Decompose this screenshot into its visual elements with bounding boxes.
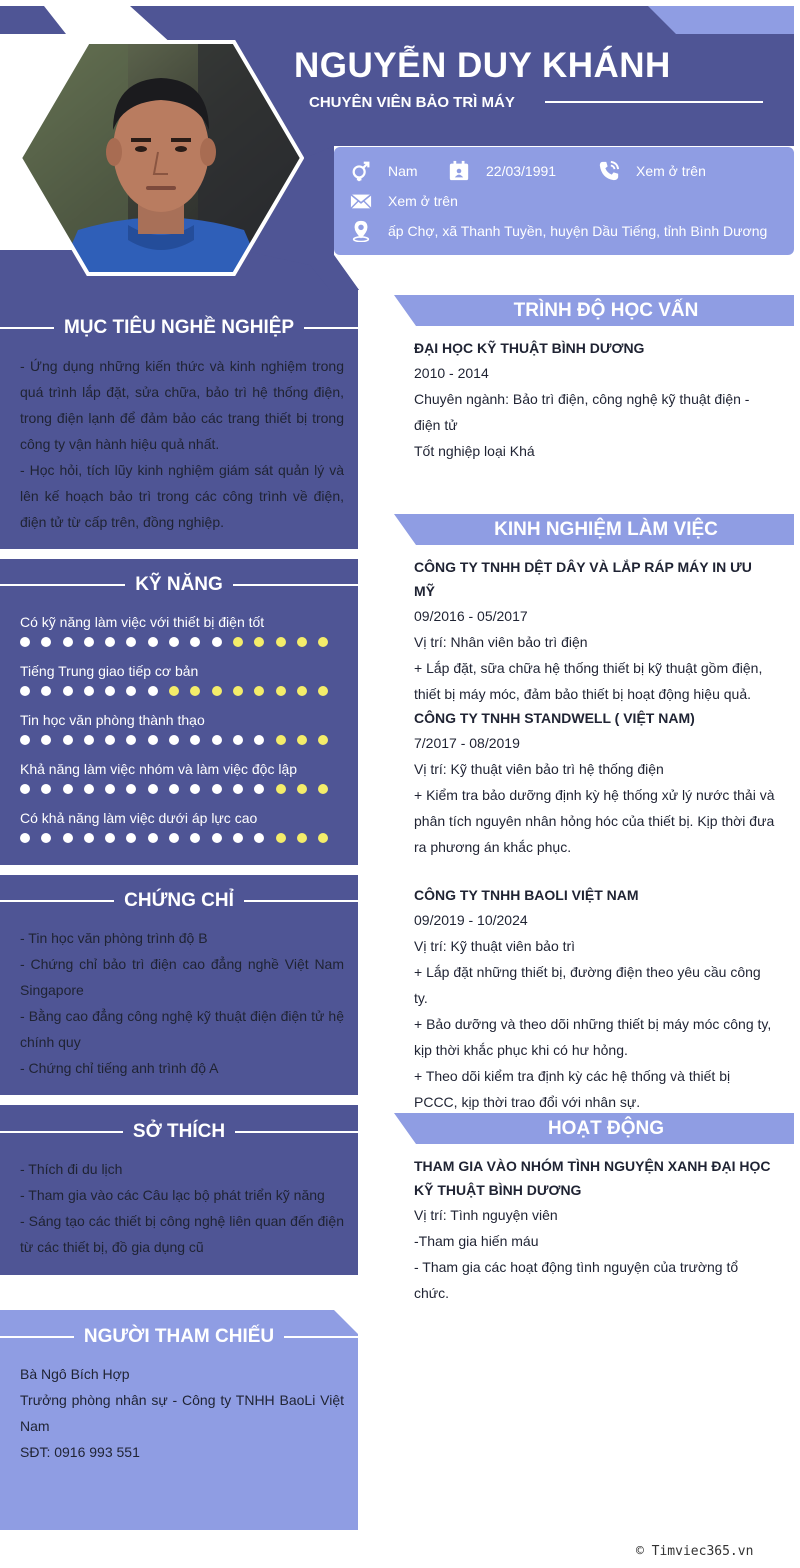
skill-dot-filled	[126, 735, 136, 745]
skill-dot-filled	[105, 686, 115, 696]
skill-dot-empty	[297, 686, 307, 696]
calendar-icon	[448, 160, 470, 182]
skill-dot-filled	[148, 686, 158, 696]
skill-dot-filled	[63, 833, 73, 843]
experience-job	[414, 706, 776, 860]
skill-dot-filled	[105, 784, 115, 794]
skill-dot-filled	[169, 735, 179, 745]
skill-dot-empty	[276, 637, 286, 647]
skill-dot-empty	[318, 833, 328, 843]
phone-value: Xem ở trên	[636, 163, 706, 179]
contact-phone[interactable]	[598, 160, 706, 182]
education-period: 2010 - 2014	[414, 365, 489, 381]
skill-dot-filled	[41, 686, 51, 696]
skill-dot-filled	[212, 637, 222, 647]
job-period: 09/2019 - 10/2024	[414, 912, 528, 928]
job-detail: + Bảo dưỡng và theo dõi những thiết bị máy móc công ty, kịp thời khắc phục khi có hư hỏng.	[414, 1016, 772, 1058]
skill-rating	[20, 735, 339, 745]
copyright-footer: © Timviec365.vn	[636, 1544, 754, 1559]
location-pin-icon	[350, 220, 372, 242]
hobby-line: - Tham gia vào các Câu lạc bộ phát triển kỹ năng	[20, 1187, 325, 1203]
skill-dot-empty	[318, 784, 328, 794]
skill-dot-filled	[190, 637, 200, 647]
skill-dot-empty	[318, 686, 328, 696]
education-block	[414, 336, 776, 464]
activities-block	[414, 1154, 776, 1306]
skill-dot-empty	[276, 784, 286, 794]
hobbies-text	[20, 1156, 344, 1260]
skill-dot-empty	[297, 833, 307, 843]
skill-dot-filled	[84, 735, 94, 745]
skill-dot-filled	[233, 833, 243, 843]
skill-dot-filled	[126, 637, 136, 647]
job-title-divider	[545, 101, 763, 103]
references-text	[20, 1361, 344, 1465]
email-value: Xem ở trên	[388, 193, 458, 209]
job-position: Vị trí: Kỹ thuật viên bảo trì hệ thống điện	[414, 761, 664, 777]
skill-name: Có khả năng làm việc dưới áp lực cao	[20, 810, 258, 826]
activity-detail: - Tham gia các hoạt động tình nguyện của trường tổ chức.	[414, 1259, 739, 1301]
activity-org: THAM GIA VÀO NHÓM TÌNH NGUYỆN XANH ĐẠI HỌC KỸ THUẬT BÌNH DƯƠNG	[414, 1158, 771, 1198]
skill-dot-filled	[126, 833, 136, 843]
skill-dot-empty	[318, 637, 328, 647]
skill-dot-empty	[297, 735, 307, 745]
contact-address	[350, 220, 767, 242]
certificate-line: - Chứng chỉ bảo trì điện cao đẳng nghề Việt Nam Singapore	[20, 956, 344, 998]
skill-dot-filled	[20, 686, 30, 696]
activity-detail: -Tham gia hiến máu	[414, 1233, 539, 1249]
contact-email[interactable]	[350, 190, 458, 212]
skill-dot-empty	[190, 686, 200, 696]
skill-dot-empty	[254, 637, 264, 647]
skill-dot-empty	[254, 686, 264, 696]
skill-dot-filled	[84, 833, 94, 843]
job-period: 7/2017 - 08/2019	[414, 735, 520, 751]
skill-dot-filled	[41, 637, 51, 647]
skill-dot-filled	[169, 784, 179, 794]
candidate-name: NGUYỄN DUY KHÁNH	[294, 46, 671, 85]
skill-dot-empty	[169, 686, 179, 696]
skill-dot-filled	[105, 833, 115, 843]
skill-name: Có kỹ năng làm việc với thiết bị điện tốt	[20, 614, 265, 630]
skill-dot-filled	[212, 784, 222, 794]
profile-photo	[18, 40, 304, 276]
skill-dot-filled	[190, 735, 200, 745]
reference-phone: SĐT: 0916 993 551	[20, 1444, 140, 1460]
activities-title: HOẠT ĐỘNG	[547, 1117, 665, 1139]
activities-banner	[394, 1113, 794, 1144]
phone-icon	[598, 160, 620, 182]
job-period: 09/2016 - 05/2017	[414, 608, 528, 624]
certificate-line: - Chứng chỉ tiếng anh trình độ A	[20, 1060, 219, 1076]
job-detail: + Lắp đặt, sữa chữa hệ thống thiết bị kỹ thuật gồm điện, thiết bị máy móc, đảm bảo thiết bị hoạt động hiệu quả.	[414, 660, 763, 702]
skill-dot-filled	[148, 833, 158, 843]
skill-name: Tin học văn phòng thành thạo	[20, 712, 205, 728]
skill-name: Tiếng Trung giao tiếp cơ bản	[20, 663, 199, 679]
skill-dot-filled	[233, 735, 243, 745]
skill-dot-filled	[254, 833, 264, 843]
education-result: Tốt nghiệp loại Khá	[414, 443, 535, 459]
activity-position: Vị trí: Tình nguyện viên	[414, 1207, 558, 1223]
skill-dot-filled	[63, 735, 73, 745]
references-title: NGƯỜI THAM CHIẾU	[0, 1326, 358, 1348]
certificates-title: CHỨNG CHỈ	[0, 890, 358, 912]
skill-dot-filled	[84, 686, 94, 696]
skill-dot-filled	[190, 784, 200, 794]
objective-text	[20, 353, 344, 535]
skill-dot-filled	[254, 735, 264, 745]
skill-dot-empty	[297, 637, 307, 647]
skill-dot-empty	[233, 686, 243, 696]
skill-name: Khả năng làm việc nhóm và làm việc độc lập	[20, 761, 298, 777]
skill-dot-filled	[63, 686, 73, 696]
certificate-line: - Tin học văn phòng trình độ B	[20, 930, 208, 946]
skill-dot-filled	[63, 784, 73, 794]
skill-rating	[20, 833, 339, 843]
job-detail: + Lắp đặt những thiết bị, đường điện theo yêu cầu công ty.	[414, 964, 761, 1006]
hobby-line: - Sáng tạo các thiết bị công nghệ liên quan đến điện từ các thiết bị, đồ gia dụng cũ	[20, 1213, 344, 1255]
skill-rating	[20, 637, 339, 647]
experience-banner	[394, 514, 794, 545]
skill-dot-filled	[63, 637, 73, 647]
gender-value: Nam	[388, 163, 418, 179]
skill-rating	[20, 686, 339, 696]
birthday-value: 22/03/1991	[486, 163, 557, 179]
skill-dot-empty	[212, 686, 222, 696]
gender-icon	[350, 160, 372, 182]
skill-dot-filled	[20, 784, 30, 794]
education-banner	[394, 295, 794, 326]
job-detail: + Theo dõi kiểm tra định kỳ các hệ thống và thiết bị PCCC, kịp thời trao đổi với nhân sự.	[414, 1068, 731, 1110]
email-icon	[350, 190, 372, 212]
school-name: ĐẠI HỌC KỸ THUẬT BÌNH DƯƠNG	[414, 340, 645, 356]
company-name: CÔNG TY TNHH BAOLI VIỆT NAM	[414, 887, 639, 903]
job-title: CHUYÊN VIÊN BẢO TRÌ MÁY	[309, 94, 515, 111]
reference-name: Bà Ngô Bích Hợp	[20, 1366, 130, 1382]
skill-dot-filled	[84, 784, 94, 794]
contact-panel	[334, 147, 794, 255]
objective-line: - Ứng dụng những kiến thức và kinh nghiệm trong quá trình lắp đặt, sửa chữa, bảo trì hệ thống điện, trong điện lạnh để đảm bảo các trang thiết bị trong công ty vận hành hiệu quả nhất.	[20, 358, 344, 452]
company-name: CÔNG TY TNHH DỆT DÂY VÀ LẮP RÁP MÁY IN ƯU MỸ	[414, 559, 752, 599]
skill-dot-empty	[318, 735, 328, 745]
education-major: Chuyên ngành: Bảo trì điện, công nghệ kỹ thuật điện - điện tử	[414, 391, 750, 433]
reference-position: Trưởng phòng nhân sự - Công ty TNHH BaoLi Việt Nam	[20, 1392, 344, 1434]
skill-dot-empty	[276, 735, 286, 745]
education-title: TRÌNH ĐỘ HỌC VẤN	[513, 299, 699, 321]
skill-dot-filled	[148, 735, 158, 745]
certificate-line: - Bằng cao đẳng công nghệ kỹ thuật điện điện tử hệ chính quy	[20, 1008, 344, 1050]
skill-dot-filled	[20, 735, 30, 745]
skill-dot-empty	[297, 784, 307, 794]
skill-dot-filled	[84, 637, 94, 647]
skill-dot-filled	[105, 735, 115, 745]
skill-dot-filled	[148, 784, 158, 794]
certificates-text	[20, 925, 344, 1081]
skill-dot-filled	[105, 637, 115, 647]
skill-dot-filled	[126, 686, 136, 696]
job-position: Vị trí: Nhân viên bảo trì điện	[414, 634, 588, 650]
skill-dot-empty	[233, 637, 243, 647]
skill-dot-filled	[169, 833, 179, 843]
skill-dot-filled	[169, 637, 179, 647]
hobby-line: - Thích đi du lịch	[20, 1161, 123, 1177]
skill-dot-empty	[276, 833, 286, 843]
experience-title: KINH NGHIỆM LÀM VIỆC	[494, 518, 718, 540]
job-position: Vị trí: Kỹ thuật viên bảo trì	[414, 938, 576, 954]
skill-dot-filled	[212, 833, 222, 843]
skill-dot-filled	[41, 784, 51, 794]
hobbies-title: SỞ THÍCH	[0, 1121, 358, 1143]
skill-dot-filled	[233, 784, 243, 794]
skill-dot-filled	[41, 833, 51, 843]
contact-birthday	[448, 160, 556, 182]
skill-dot-filled	[148, 637, 158, 647]
company-name: CÔNG TY TNHH STANDWELL ( VIỆT NAM)	[414, 710, 695, 726]
contact-gender	[350, 160, 418, 182]
skill-rating	[20, 784, 339, 794]
skill-dot-filled	[20, 637, 30, 647]
skill-dot-filled	[41, 735, 51, 745]
objective-line: - Học hỏi, tích lũy kinh nghiệm giám sát quản lý và lên kế hoạch bảo trì trong các công trình về điện, điện tử từ cấp trên, đồng nghiệp.	[20, 462, 344, 530]
skill-dot-filled	[20, 833, 30, 843]
skill-dot-filled	[126, 784, 136, 794]
address-value: ấp Chợ, xã Thanh Tuyền, huyện Dầu Tiếng, tỉnh Bình Dương	[388, 223, 768, 239]
skill-dot-filled	[190, 833, 200, 843]
skill-dot-empty	[276, 686, 286, 696]
objective-title: MỤC TIÊU NGHỀ NGHIỆP	[0, 317, 358, 339]
job-detail: + Kiểm tra bảo dưỡng định kỳ hệ thống xử lý nước thải và phân tích nguyên nhân hỏng hóc của thiết bị. Kịp thời đưa ra phương án khắc phục.	[414, 787, 775, 855]
skill-dot-filled	[212, 735, 222, 745]
experience-job	[414, 883, 776, 1115]
experience-job	[414, 555, 776, 707]
skills-title: KỸ NĂNG	[0, 574, 358, 596]
skill-dot-filled	[254, 784, 264, 794]
